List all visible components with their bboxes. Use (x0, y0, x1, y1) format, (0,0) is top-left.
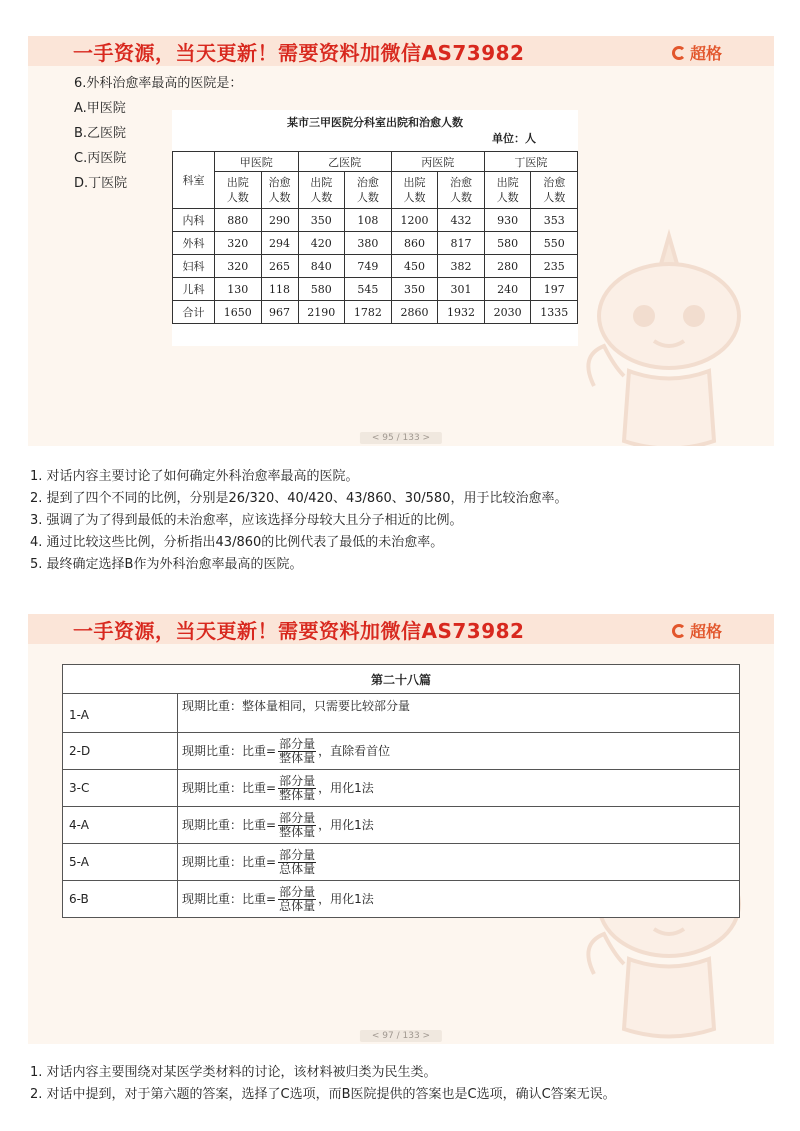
hospital-data-table (172, 151, 578, 324)
answer-row (63, 844, 740, 881)
value-cell: 320 (215, 232, 262, 255)
dept-cell: 合计 (173, 301, 215, 324)
value-cell: 2860 (391, 301, 438, 324)
note-line: 1. 对话内容主要讨论了如何确定外科治愈率最高的医院。 (30, 469, 359, 484)
summary-notes-2 (30, 1062, 616, 1106)
value-cell: 382 (438, 255, 485, 278)
explanation-prefix: 现期比重：比重= (182, 780, 277, 795)
brand-g-icon (672, 624, 686, 638)
note-line: 1. 对话内容主要围绕对某医学类材料的讨论，该材料被归类为民生类。 (30, 1065, 437, 1080)
explanation-prefix: 现期比重：比重= (182, 854, 277, 869)
subheader-cell: 出院 人数 (484, 172, 531, 209)
answer-key-cell: 4-A (63, 807, 178, 844)
answer-table-header: 第二十八篇 (63, 665, 740, 694)
explanation-prefix: 现期比重：比重= (182, 891, 277, 906)
value-cell: 2030 (484, 301, 531, 324)
fraction (278, 812, 316, 839)
answer-row (63, 770, 740, 807)
question-text: 6.外科治愈率最高的医院是： (74, 76, 243, 91)
subheader-cell: 出院 人数 (215, 172, 262, 209)
table-row (173, 255, 578, 278)
note-line: 2. 提到了四个不同的比例，分别是26/320、40/420、43/860、30/580，用于比较治愈率。 (30, 491, 568, 506)
promo-banner (28, 614, 774, 644)
subheader-cell: 治愈 人数 (261, 172, 298, 209)
value-cell: 580 (484, 232, 531, 255)
fraction-denominator: 整体量 (279, 824, 316, 839)
summary-notes-1 (30, 466, 567, 576)
hospital-data-table-card (172, 110, 578, 346)
unicorn-mascot-watermark-icon (574, 226, 764, 446)
value-cell: 550 (531, 232, 578, 255)
fraction-numerator: 部分量 (279, 773, 316, 788)
value-cell: 930 (484, 209, 531, 232)
value-cell: 130 (215, 278, 262, 301)
explanation-suffix: ，用化1法 (318, 891, 374, 906)
explanation-prefix: 现期比重：比重= (182, 817, 277, 832)
fraction-denominator: 总体量 (279, 861, 316, 876)
answer-options (74, 96, 127, 196)
value-cell: 108 (345, 209, 392, 232)
table-body (173, 209, 578, 324)
dept-cell: 内科 (173, 209, 215, 232)
answer-row (63, 694, 740, 733)
option-c: C.丙医院 (74, 151, 127, 166)
fraction (278, 775, 316, 802)
answer-row (63, 807, 740, 844)
answer-row (63, 881, 740, 918)
brand-logo (672, 619, 722, 642)
explanation-cell (178, 694, 740, 733)
value-cell: 1932 (438, 301, 485, 324)
value-cell: 967 (261, 301, 298, 324)
subheader-cell: 治愈 人数 (438, 172, 485, 209)
value-cell: 320 (215, 255, 262, 278)
brand-logo (672, 41, 722, 64)
value-cell: 301 (438, 278, 485, 301)
answer-key-cell: 5-A (63, 844, 178, 881)
value-cell: 450 (391, 255, 438, 278)
banner-text: 一手资源，当天更新！需要资料加微信AS73982 (73, 619, 525, 643)
subheader-cell: 治愈 人数 (345, 172, 392, 209)
explanation-prefix: 现期比重：整体量相同，只需要比较部分量 (182, 699, 411, 713)
explanation-cell (178, 881, 740, 918)
value-cell: 580 (298, 278, 345, 301)
fraction-numerator: 部分量 (279, 736, 316, 751)
value-cell: 420 (298, 232, 345, 255)
fraction-denominator: 整体量 (279, 787, 316, 802)
explanation-suffix: ，直除看首位 (318, 743, 391, 758)
subheader-cell: 出院 人数 (391, 172, 438, 209)
answer-row (63, 733, 740, 770)
table-title: 某市三甲医院分科室出院和治愈人数 (287, 116, 463, 129)
brand-g-icon (672, 46, 686, 60)
value-cell: 380 (345, 232, 392, 255)
table-unit: 单位：人 (492, 132, 536, 145)
note-line: 4. 通过比较这些比例，分析指出43/860的比例代表了最低的未治愈率。 (30, 535, 444, 550)
subheader-cell: 出院 人数 (298, 172, 345, 209)
explanation-suffix: ，用化1法 (318, 780, 374, 795)
value-cell: 240 (484, 278, 531, 301)
value-cell: 235 (531, 255, 578, 278)
fraction (278, 738, 316, 765)
fraction (278, 886, 316, 913)
option-d: D.丁医院 (74, 176, 128, 191)
fraction-denominator: 总体量 (279, 898, 316, 913)
value-cell: 265 (261, 255, 298, 278)
answer-key-table (62, 664, 740, 918)
table-row (173, 232, 578, 255)
answer-key-cell: 2-D (63, 733, 178, 770)
value-cell: 353 (531, 209, 578, 232)
value-cell: 197 (531, 278, 578, 301)
page-indicator[interactable]: < 95 / 133 > (360, 432, 442, 444)
fraction-numerator: 部分量 (279, 847, 316, 862)
hospital-header: 丁医院 (484, 152, 577, 172)
answer-key-cell: 1-A (63, 694, 178, 733)
answer-key-cell: 3-C (63, 770, 178, 807)
explanation-cell (178, 733, 740, 770)
fraction-numerator: 部分量 (279, 884, 316, 899)
value-cell: 749 (345, 255, 392, 278)
note-line: 2. 对话中提到，对于第六题的答案，选择了C选项，而B医院提供的答案也是C选项，确认C答案无误。 (30, 1087, 616, 1102)
dept-cell: 外科 (173, 232, 215, 255)
subheader-row (173, 172, 578, 209)
value-cell: 860 (391, 232, 438, 255)
value-cell: 432 (438, 209, 485, 232)
note-line: 3. 强调了为了得到最低的未治愈率，应该选择分母较大且分子相近的比例。 (30, 513, 463, 528)
dept-header: 科室 (173, 152, 215, 209)
explanation-cell (178, 770, 740, 807)
explanation-prefix: 现期比重：比重= (182, 743, 277, 758)
note-line: 5. 最终确定选择B作为外科治愈率最高的医院。 (30, 557, 303, 572)
promo-banner (28, 36, 774, 66)
value-cell: 350 (298, 209, 345, 232)
value-cell: 350 (391, 278, 438, 301)
brand-name: 超格 (689, 622, 722, 641)
value-cell: 2190 (298, 301, 345, 324)
slide-page-95 (28, 36, 774, 446)
explanation-cell (178, 844, 740, 881)
slide-page-97 (28, 614, 774, 1044)
value-cell: 294 (261, 232, 298, 255)
option-a: A.甲医院 (74, 101, 126, 116)
subheader-cell: 治愈 人数 (531, 172, 578, 209)
answer-table-body (63, 694, 740, 918)
fraction-numerator: 部分量 (279, 810, 316, 825)
fraction (278, 849, 316, 876)
explanation-cell (178, 807, 740, 844)
value-cell: 817 (438, 232, 485, 255)
value-cell: 280 (484, 255, 531, 278)
answer-key-cell: 6-B (63, 881, 178, 918)
value-cell: 840 (298, 255, 345, 278)
table-row (173, 209, 578, 232)
option-b: B.乙医院 (74, 126, 127, 141)
value-cell: 118 (261, 278, 298, 301)
fraction-denominator: 整体量 (279, 750, 316, 765)
value-cell: 1782 (345, 301, 392, 324)
hospital-header: 丙医院 (391, 152, 484, 172)
value-cell: 1335 (531, 301, 578, 324)
value-cell: 545 (345, 278, 392, 301)
dept-cell: 妇科 (173, 255, 215, 278)
hospital-header: 乙医院 (298, 152, 391, 172)
table-row (173, 278, 578, 301)
value-cell: 290 (261, 209, 298, 232)
banner-text: 一手资源，当天更新！需要资料加微信AS73982 (73, 41, 525, 65)
dept-cell: 儿科 (173, 278, 215, 301)
brand-name: 超格 (689, 44, 722, 63)
explanation-suffix: ，用化1法 (318, 817, 374, 832)
value-cell: 880 (215, 209, 262, 232)
value-cell: 1200 (391, 209, 438, 232)
table-row (173, 301, 578, 324)
page-indicator[interactable]: < 97 / 133 > (360, 1030, 442, 1042)
value-cell: 1650 (215, 301, 262, 324)
hospital-header: 甲医院 (215, 152, 299, 172)
